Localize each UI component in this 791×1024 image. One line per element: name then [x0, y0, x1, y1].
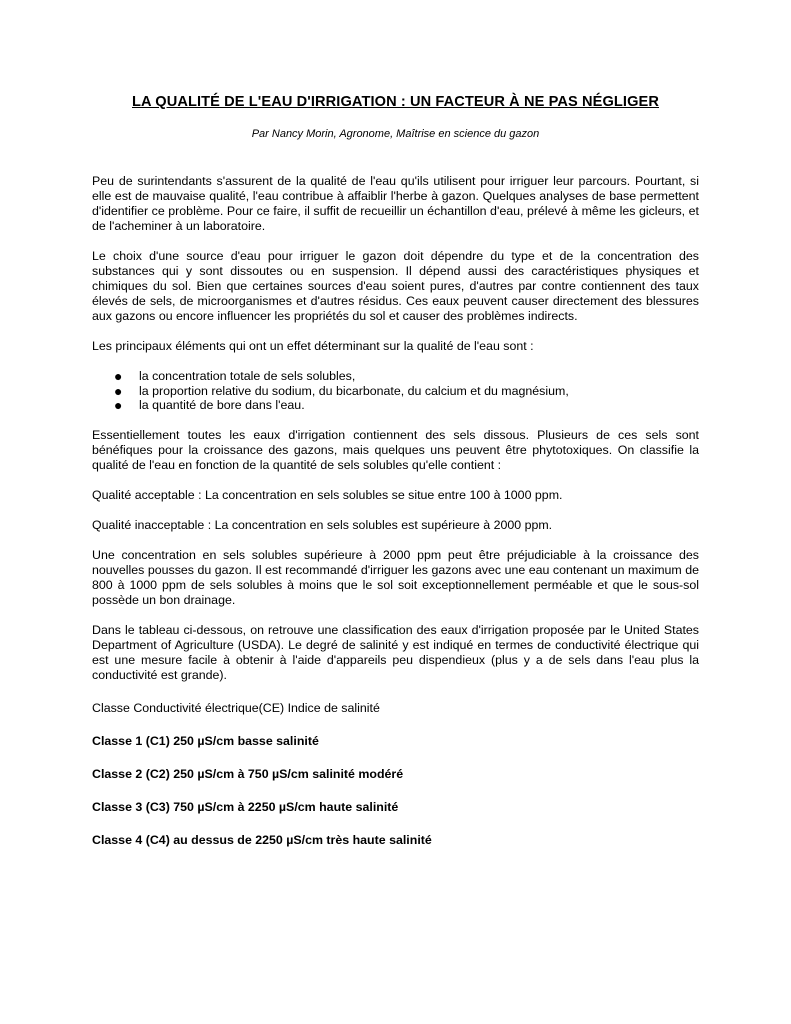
- list-item: [92, 384, 699, 399]
- paragraph-water-source: Le choix d'une source d'eau pour irriguer le gazon doit dépendre du type et de la concentration des substances qui y sont dissoutes ou en suspension. Il dépend aussi des caractéristiques physiques et chimiques du sol. Bien que certaines sources d'eau soient pures, d'autres par contre contiennent des taux élevés de sels, de microorganismes et d'autres résidus. Ces eaux peuvent causer directement des blessures aux gazons ou encore influencer les propriétés du sol et causer des problèmes indirects.: [92, 249, 699, 323]
- elements-list: [92, 369, 699, 413]
- list-item-text: la quantité de bore dans l'eau.: [139, 398, 305, 412]
- list-item-text: la concentration totale de sels solubles,: [139, 369, 356, 383]
- paragraph-acceptable-quality: Qualité acceptable : La concentration en sels solubles se situe entre 100 à 1000 ppm.: [92, 487, 563, 502]
- table-row: Classe 3 (C3) 750 µS/cm à 2250 µS/cm haute salinité: [92, 799, 399, 814]
- author-byline: Par Nancy Morin, Agronome, Maîtrise en science du gazon: [251, 128, 540, 140]
- list-item: [92, 398, 699, 413]
- bullet-icon: ●: [114, 397, 123, 413]
- paragraph-intro: Peu de surintendants s'assurent de la qualité de l'eau qu'ils utilisent pour irriguer leur parcours. Pourtant, si elle est de mauvaise qualité, l'eau contribue à affaiblir l'herbe à gazon. Quelques analyses de base permettent d'identifier ce problème. Pour ce faire, il suffit de recueillir un échantillon d'eau, prélevé à même les gicleurs, et de l'acheminer à un laboratoire.: [92, 174, 699, 233]
- table-header: Classe Conductivité électrique(CE) Indice de salinité: [92, 700, 380, 715]
- paragraph-unacceptable-quality: Qualité inacceptable : La concentration en sels solubles est supérieure à 2000 ppm.: [92, 517, 553, 532]
- document-page: [92, 93, 699, 848]
- page-title: LA QUALITÉ DE L'EAU D'IRRIGATION : UN FACTEUR À NE PAS NÉGLIGER: [132, 94, 659, 110]
- bullet-icon: ●: [114, 368, 123, 384]
- paragraph-concentration: Une concentration en sels solubles supérieure à 2000 ppm peut être préjudiciable à la croissance des nouvelles pousses du gazon. Il est recommandé d'irriguer les gazons avec une eau contenant un maximum de 800 à 1000 ppm de sels solubles à moins que le sol soit exceptionnellement perméable et que le sous-sol possède un bon drainage.: [92, 547, 699, 607]
- list-item: [92, 369, 699, 384]
- table-row: Classe 4 (C4) au dessus de 2250 µS/cm très haute salinité: [92, 832, 432, 847]
- table-row: Classe 1 (C1) 250 µS/cm basse salinité: [92, 733, 319, 748]
- list-item-text: la proportion relative du sodium, du bicarbonate, du calcium et du magnésium,: [139, 383, 569, 398]
- table-row: Classe 2 (C2) 250 µS/cm à 750 µS/cm salinité modéré: [92, 766, 404, 781]
- paragraph-usda-table: Dans le tableau ci-dessous, on retrouve une classification des eaux d'irrigation proposée par le United States Department of Agriculture (USDA). Le degré de salinité y est indiqué en termes de conductivité électrique qui est une mesure facile à obtenir à l'aide d'appareils peu dispendieux (plus y a de sels dans l'eau plus la conductivité est grande).: [92, 622, 699, 682]
- bullet-icon: ●: [114, 382, 123, 399]
- paragraph-dissolved-salts: Essentiellement toutes les eaux d'irrigation contiennent des sels dissous. Plusieurs de ces sels sont bénéfiques pour la croissance des gazons, mais quelques uns peuvent être phytotoxiques. On classifie la qualité de l'eau en fonction de la quantité de sels solubles qu'elle contient :: [92, 427, 699, 472]
- paragraph-main-elements: Les principaux éléments qui ont un effet déterminant sur la qualité de l'eau sont :: [92, 339, 534, 353]
